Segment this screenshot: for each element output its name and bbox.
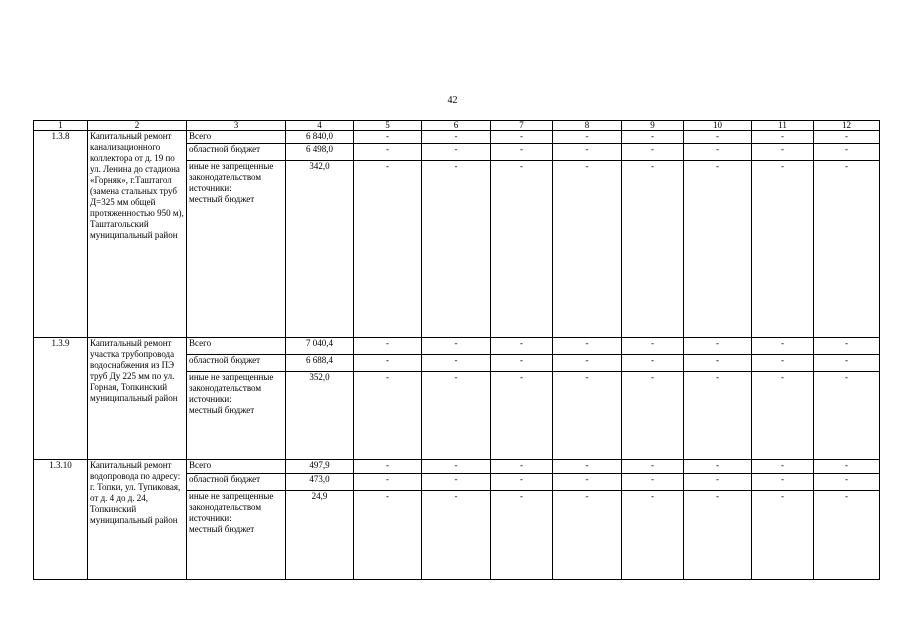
- funding-source: [187, 372, 286, 460]
- empty-value-cell: -: [814, 355, 880, 372]
- empty-value-cell: -: [684, 372, 752, 460]
- empty-value-cell: -: [814, 144, 880, 161]
- funding-source: [187, 338, 286, 355]
- funding-source: [187, 144, 286, 161]
- empty-value-cell: -: [354, 338, 422, 355]
- empty-value-cell: -: [491, 474, 553, 491]
- funding-source: [187, 460, 286, 474]
- empty-value-cell: -: [491, 131, 553, 144]
- item-description: Капитальный ремонт водопровода по адресу: г. Топки, ул. Тупиковая, от д. 4 до д. 24, Топкинский муниципальный район: [88, 460, 187, 580]
- funding-source-label: Всего: [189, 338, 212, 348]
- empty-value-cell: -: [354, 372, 422, 460]
- amount-cell: 6 688,4: [286, 355, 354, 372]
- empty-value-cell: -: [814, 474, 880, 491]
- column-header: 8: [553, 121, 622, 131]
- amount-cell: 6 498,0: [286, 144, 354, 161]
- funding-source: [187, 491, 286, 580]
- empty-value-cell: -: [684, 460, 752, 474]
- empty-value-cell: -: [422, 460, 491, 474]
- empty-value-cell: -: [553, 460, 622, 474]
- empty-value-cell: -: [491, 355, 553, 372]
- empty-value-cell: -: [814, 491, 880, 580]
- empty-value-cell: -: [422, 144, 491, 161]
- empty-value-cell: -: [422, 338, 491, 355]
- item-number: 1.3.8: [34, 131, 88, 338]
- empty-value-cell: -: [354, 474, 422, 491]
- column-header: 1: [34, 121, 88, 131]
- page-number: 42: [447, 95, 458, 106]
- column-header: 11: [752, 121, 814, 131]
- column-header: 4: [286, 121, 354, 131]
- empty-value-cell: -: [553, 355, 622, 372]
- funding-source-label: областной бюджет: [189, 355, 261, 365]
- table-row: [34, 460, 880, 474]
- empty-value-cell: -: [491, 372, 553, 460]
- amount-cell: 497,9: [286, 460, 354, 474]
- empty-value-cell: -: [491, 460, 553, 474]
- empty-value-cell: -: [622, 161, 684, 338]
- funding-source: [187, 355, 286, 372]
- empty-value-cell: -: [553, 372, 622, 460]
- empty-value-cell: -: [684, 131, 752, 144]
- column-header: 12: [814, 121, 880, 131]
- column-header: 6: [422, 121, 491, 131]
- empty-value-cell: -: [752, 131, 814, 144]
- empty-value-cell: -: [553, 491, 622, 580]
- funding-source: [187, 161, 286, 338]
- amount-cell: 342,0: [286, 161, 354, 338]
- empty-value-cell: -: [422, 474, 491, 491]
- item-description: Капитальный ремонт канализационного коллектора от д. 19 по ул. Ленина до стадиона «Горняк», г.Таштагол (замена стальных труб Д=325 мм общей протяженностью 950 м), Таштагольский муниципальный район: [88, 131, 187, 338]
- empty-value-cell: -: [422, 491, 491, 580]
- amount-cell: 473,0: [286, 474, 354, 491]
- empty-value-cell: -: [422, 355, 491, 372]
- empty-value-cell: -: [354, 161, 422, 338]
- empty-value-cell: -: [814, 338, 880, 355]
- amount-cell: 24,9: [286, 491, 354, 580]
- column-header: 10: [684, 121, 752, 131]
- empty-value-cell: -: [354, 131, 422, 144]
- empty-value-cell: -: [752, 338, 814, 355]
- amount-cell: 352,0: [286, 372, 354, 460]
- empty-value-cell: -: [622, 338, 684, 355]
- empty-value-cell: -: [354, 460, 422, 474]
- budget-table: [33, 120, 880, 580]
- empty-value-cell: -: [622, 355, 684, 372]
- empty-value-cell: -: [553, 474, 622, 491]
- empty-value-cell: -: [684, 474, 752, 491]
- empty-value-cell: -: [622, 474, 684, 491]
- empty-value-cell: -: [491, 338, 553, 355]
- column-header: 7: [491, 121, 553, 131]
- empty-value-cell: -: [622, 491, 684, 580]
- empty-value-cell: -: [752, 491, 814, 580]
- empty-value-cell: -: [622, 131, 684, 144]
- empty-value-cell: -: [553, 144, 622, 161]
- empty-value-cell: -: [553, 131, 622, 144]
- empty-value-cell: -: [684, 144, 752, 161]
- empty-value-cell: -: [354, 355, 422, 372]
- funding-source: [187, 131, 286, 144]
- empty-value-cell: -: [422, 131, 491, 144]
- item-number: 1.3.10: [34, 460, 88, 580]
- funding-source-label: иные не запрещенные законодательством источники: местный бюджет: [189, 491, 274, 534]
- empty-value-cell: -: [491, 491, 553, 580]
- empty-value-cell: -: [752, 474, 814, 491]
- item-description: Капитальный ремонт участка трубопровода водоснабжения из ПЭ труб Ду 225 мм по ул. Горная, Топкинский муниципальный район: [88, 338, 187, 460]
- empty-value-cell: -: [684, 161, 752, 338]
- empty-value-cell: -: [354, 491, 422, 580]
- empty-value-cell: -: [622, 372, 684, 460]
- funding-source-label: областной бюджет: [189, 144, 261, 154]
- empty-value-cell: -: [814, 460, 880, 474]
- empty-value-cell: -: [752, 355, 814, 372]
- funding-source: [187, 474, 286, 491]
- empty-value-cell: -: [553, 161, 622, 338]
- empty-value-cell: -: [684, 338, 752, 355]
- empty-value-cell: -: [622, 460, 684, 474]
- funding-source-label: Всего: [189, 460, 212, 470]
- empty-value-cell: -: [622, 144, 684, 161]
- empty-value-cell: -: [684, 355, 752, 372]
- funding-source-label: иные не запрещенные законодательством источники: местный бюджет: [189, 372, 274, 415]
- column-header: 9: [622, 121, 684, 131]
- empty-value-cell: -: [684, 491, 752, 580]
- empty-value-cell: -: [814, 372, 880, 460]
- funding-source-label: Всего: [189, 131, 212, 141]
- empty-value-cell: -: [814, 161, 880, 338]
- empty-value-cell: -: [752, 161, 814, 338]
- empty-value-cell: -: [752, 372, 814, 460]
- column-header: 3: [187, 121, 286, 131]
- funding-source-label: областной бюджет: [189, 474, 261, 484]
- empty-value-cell: -: [422, 372, 491, 460]
- empty-value-cell: -: [354, 144, 422, 161]
- table-row: [34, 131, 880, 144]
- table-row: [34, 338, 880, 355]
- amount-cell: 7 040,4: [286, 338, 354, 355]
- empty-value-cell: -: [491, 161, 553, 338]
- empty-value-cell: -: [752, 144, 814, 161]
- item-number: 1.3.9: [34, 338, 88, 460]
- funding-source-label: иные не запрещенные законодательством источники: местный бюджет: [189, 161, 274, 204]
- column-number-row: [34, 121, 880, 131]
- column-header: 5: [354, 121, 422, 131]
- empty-value-cell: -: [752, 460, 814, 474]
- empty-value-cell: -: [553, 338, 622, 355]
- empty-value-cell: -: [814, 131, 880, 144]
- empty-value-cell: -: [422, 161, 491, 338]
- column-header: 2: [88, 121, 187, 131]
- amount-cell: 6 840,0: [286, 131, 354, 144]
- empty-value-cell: -: [491, 144, 553, 161]
